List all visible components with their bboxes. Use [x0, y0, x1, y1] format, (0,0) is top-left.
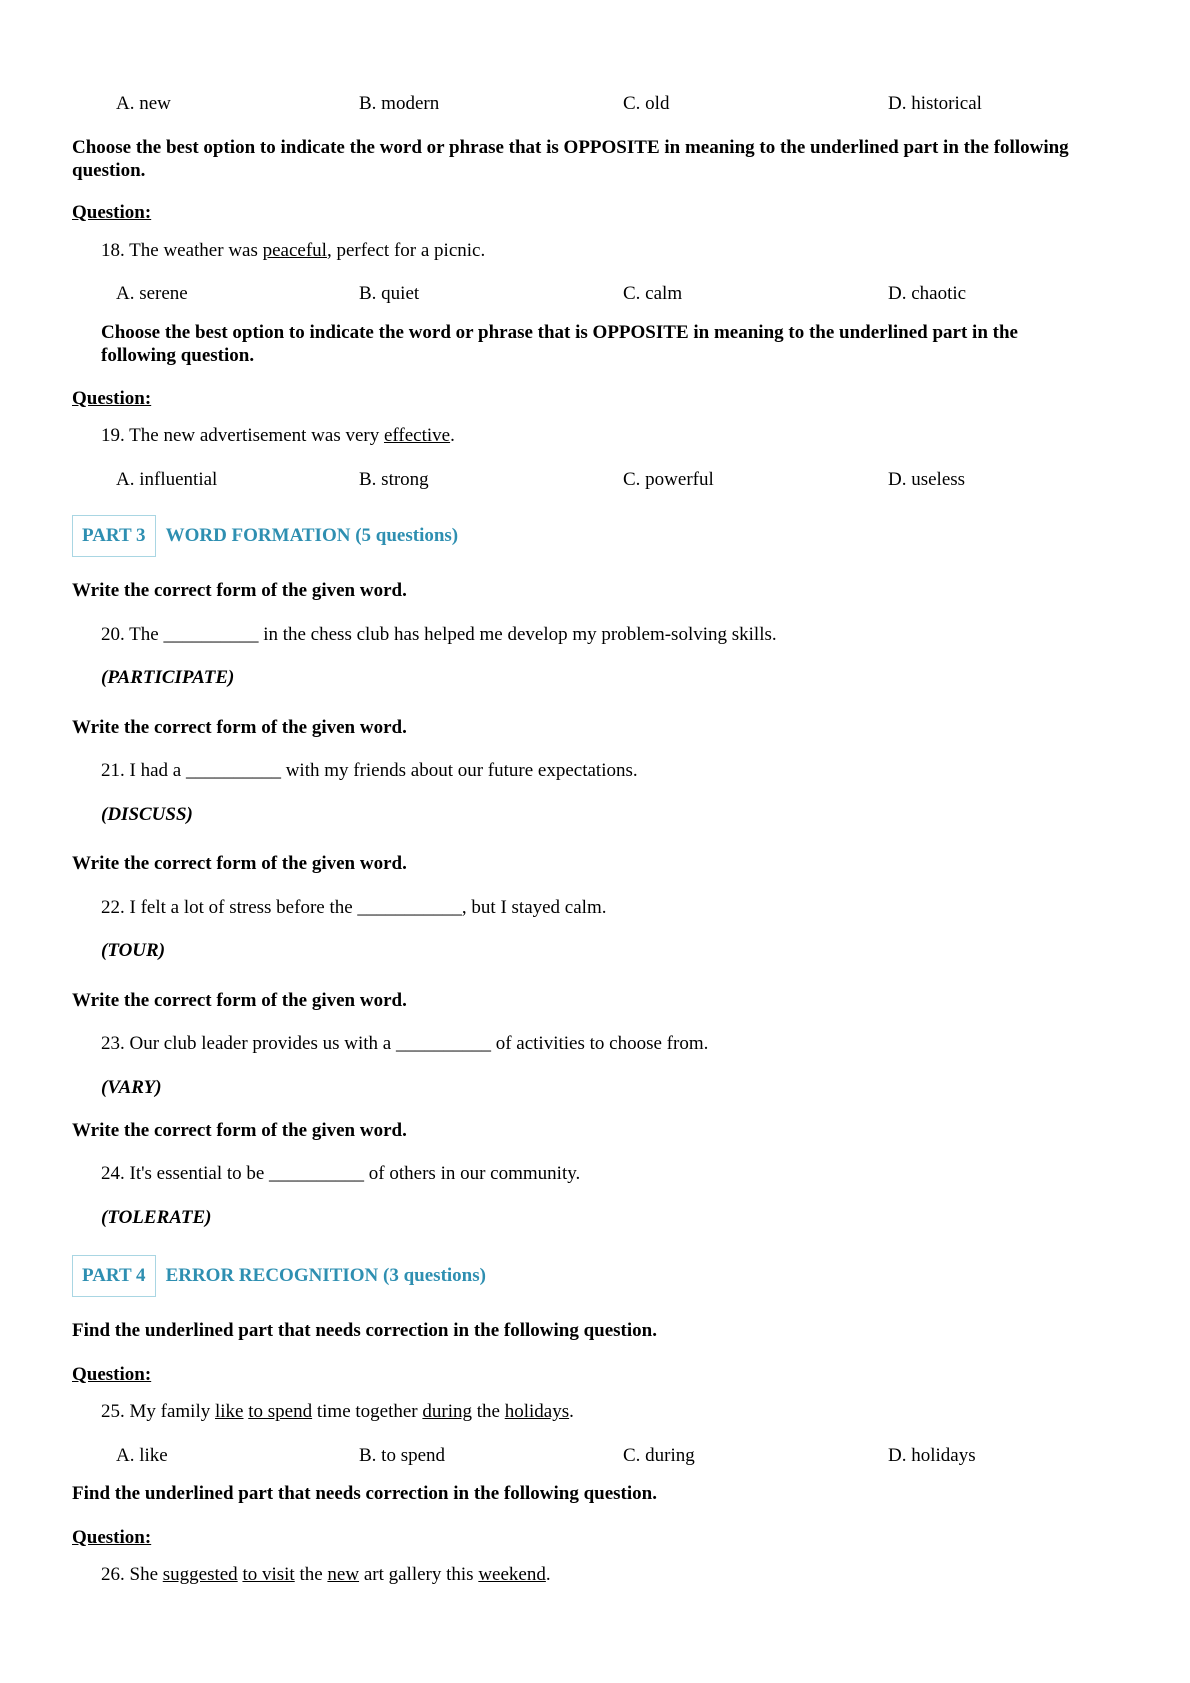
q24-instruction: Write the correct form of the given word.	[72, 1120, 407, 1141]
q20-stem: 20. The __________ in the chess club has helped me develop my problem-solving skills.	[101, 624, 777, 645]
q19-stem: 19. The new advertisement was very effective.	[101, 425, 455, 446]
q25-underline-b: to spend	[248, 1401, 313, 1422]
q22-stem: 22. I felt a lot of stress before the ___________, but I stayed calm.	[101, 897, 607, 918]
q18-option-c: C. calm	[623, 283, 683, 304]
q25-underline-c: during	[422, 1401, 472, 1422]
part4-title: ERROR RECOGNITION (3 questions)	[165, 1264, 486, 1286]
q17-option-b: B. modern	[359, 93, 440, 114]
q26-instruction: Find the underlined part that needs correction in the following question.	[72, 1483, 657, 1504]
q19-options	[116, 469, 1116, 493]
q25-option-a: A. like	[116, 1445, 168, 1466]
q18-options	[116, 283, 1116, 307]
q17-option-a: A. new	[116, 93, 171, 114]
q20-instruction: Write the correct form of the given word.	[72, 580, 407, 601]
q19-underlined-word: effective	[383, 425, 451, 446]
q21-hint: (DISCUSS)	[101, 804, 193, 825]
part3-header	[72, 515, 458, 557]
q25-option-b: B. to spend	[359, 1445, 446, 1466]
q18-option-d: D. chaotic	[888, 283, 967, 304]
part4-number: PART 4	[72, 1255, 156, 1297]
q22-instruction: Write the correct form of the given word.	[72, 853, 407, 874]
q25-instruction: Find the underlined part that needs correction in the following question.	[72, 1320, 657, 1341]
q23-stem: 23. Our club leader provides us with a __________ of activities to choose from.	[101, 1033, 709, 1054]
q26-question-label: Question:	[72, 1527, 152, 1548]
q19-question-label: Question:	[72, 388, 152, 409]
q25-stem: 25. My family like to spend time together during the holidays.	[101, 1401, 574, 1422]
q24-stem: 24. It's essential to be __________ of others in our community.	[101, 1163, 581, 1184]
q26-stem: 26. She suggested to visit the new art gallery this weekend.	[101, 1564, 551, 1585]
q19-option-c: C. powerful	[623, 469, 714, 490]
q19-instruction: Choose the best option to indicate the word or phrase that is OPPOSITE in meaning to the underlined part in the following question.	[101, 322, 1018, 366]
q17-option-d: D. historical	[888, 93, 982, 114]
q25-underline-d: holidays	[504, 1401, 570, 1422]
q18-underlined-word: peaceful	[262, 240, 327, 261]
q25-question-label: Question:	[72, 1364, 152, 1385]
q18-question-label: Question:	[72, 202, 152, 223]
q25-option-d: D. holidays	[888, 1445, 976, 1466]
q26-underline-c: new	[327, 1564, 360, 1585]
q18-option-a: A. serene	[116, 283, 188, 304]
q24-hint: (TOLERATE)	[101, 1207, 212, 1228]
q26-underline-d: weekend	[478, 1564, 546, 1585]
q18-stem: 18. The weather was peaceful, perfect for a picnic.	[101, 240, 486, 261]
q19-option-b: B. strong	[359, 469, 429, 490]
q26-underline-b: to visit	[242, 1564, 295, 1585]
q22-hint: (TOUR)	[101, 940, 166, 961]
q18-instruction: Choose the best option to indicate the word or phrase that is OPPOSITE in meaning to the underlined part in the following question.	[72, 137, 1069, 181]
q19-option-d: D. useless	[888, 469, 966, 490]
q20-hint: (PARTICIPATE)	[101, 667, 235, 688]
q17-options	[116, 93, 1116, 117]
q26-underline-a: suggested	[162, 1564, 238, 1585]
part4-header	[72, 1255, 486, 1297]
q21-stem: 21. I had a __________ with my friends about our future expectations.	[101, 760, 638, 781]
q19-option-a: A. influential	[116, 469, 218, 490]
part3-number: PART 3	[72, 515, 156, 557]
q25-option-c: C. during	[623, 1445, 695, 1466]
q25-options	[116, 1445, 1116, 1469]
q18-option-b: B. quiet	[359, 283, 420, 304]
q17-option-c: C. old	[623, 93, 670, 114]
q23-instruction: Write the correct form of the given word.	[72, 990, 407, 1011]
q25-underline-a: like	[215, 1401, 244, 1422]
part3-title: WORD FORMATION (5 questions)	[165, 524, 459, 546]
q21-instruction: Write the correct form of the given word.	[72, 717, 407, 738]
q23-hint: (VARY)	[101, 1077, 162, 1098]
